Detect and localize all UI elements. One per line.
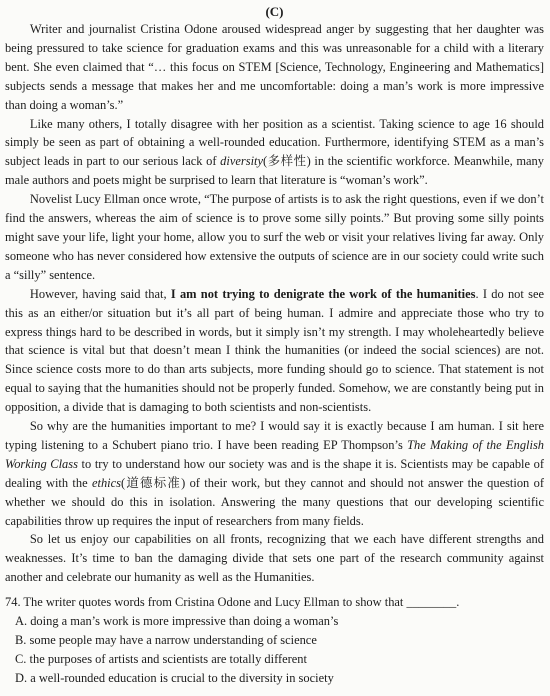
option-c[interactable]: C. the purposes of artists and scientists are totally different [15,651,307,666]
vocab-ethics: ethics [91,475,121,490]
paragraph-6: So let us enjoy our capabilities on all fronts, recognizing that we each have different strengths and weaknesses. It’s time to ban the damaging divide that sets one part of the research community against another and celebrate our humanity as well as the Humanities. [5,532,544,585]
paragraph-1: Writer and journalist Cristina Odone aroused widespread anger by suggesting that her daughter was being pressured to take science for graduation exams and this was unreasonable for a child with a literary bent. She even claimed that “… this focus on STEM [Science, Technology, Engineering and Mathematics] subjects sends a message that makes her and me uncomfortable: doing a man’s work is more impressive than doing a woman’s.” [5,22,544,112]
option-b[interactable]: B. some people may have a narrow understanding of science [15,633,317,647]
question-stem: 74. The writer quotes words from Cristina Odone and Lucy Ellman to show that ________. [5,595,460,610]
bold-key-sentence: I am not trying to denigrate the work of the humanities [170,286,476,301]
gloss-diversity: (多样性) [263,154,311,169]
question-74 [5,593,544,688]
book-title: The Making of the English Working Class [5,437,545,471]
paragraph-5: So why are the humanities important to me? I would say it is exactly because I am human. I sit here typing listening to a Schubert piano trio. I have been reading EP Thompson’s The Making of the English Working Class to try to understand how our society was and is the shape it is. Scientists may be capable of dealing with the ethics(道德标准) of their work, but they cannot and should not answer the question of whether we should do this in isolation. Answering the many questions that our developing scientific capabilities throw up requires the input of researchers from many fields. [5,419,545,528]
option-a[interactable]: A. doing a man’s work is more impressive than doing a woman’s [15,614,339,629]
option-d[interactable]: D. a well-rounded education is crucial to the diversity in society [15,670,334,685]
vocab-diversity: diversity [220,154,263,169]
paragraph-2: Like many others, I totally disagree with her position as a scientist. Taking science to age 16 should simply be seen as part of obtaining a well-rounded education. Furthermore, identifying STEM as a man’s subject leads in part to our serious lack of diversity(多样性) in the scientific workforce. Meanwhile, many male authors and poets might be surprised to learn that literature is “woman’s work”. [5,116,544,188]
paragraph-3: Novelist Lucy Ellman once wrote, “The purpose of artists is to ask the right questions, even if we don’t find the answers, whereas the aim of science is to prove some silly points.” But proving some silly points might save your life, light your home, allow you to surf the web or visit your relatives living far away. Only someone who has never considered how extensive the outputs of science are in our society could write such a “silly” sentence. [5,192,544,282]
paragraph-4: However, having said that, I am not trying to denigrate the work of the humanities. I do not see this as an either/or situation but it’s all part of being human. I admire and appreciate those who try to express things hard to be described in words, but it simply isn’t my strength. I may wholeheartedly believe that science is vital but that doesn’t mean I think the humanities (or indeed the social sciences) are not. Since science costs more to do than arts subjects, more funding should go to science. That statement is not equal to saying that the humanities should not be properly funded. Somehow, we are constantly being put in opposition, a divide that is damaging to both scientists and non-scientists. [5,286,544,415]
passage-label: (C) [265,4,284,19]
gloss-ethics: (道德标准) [120,475,186,490]
